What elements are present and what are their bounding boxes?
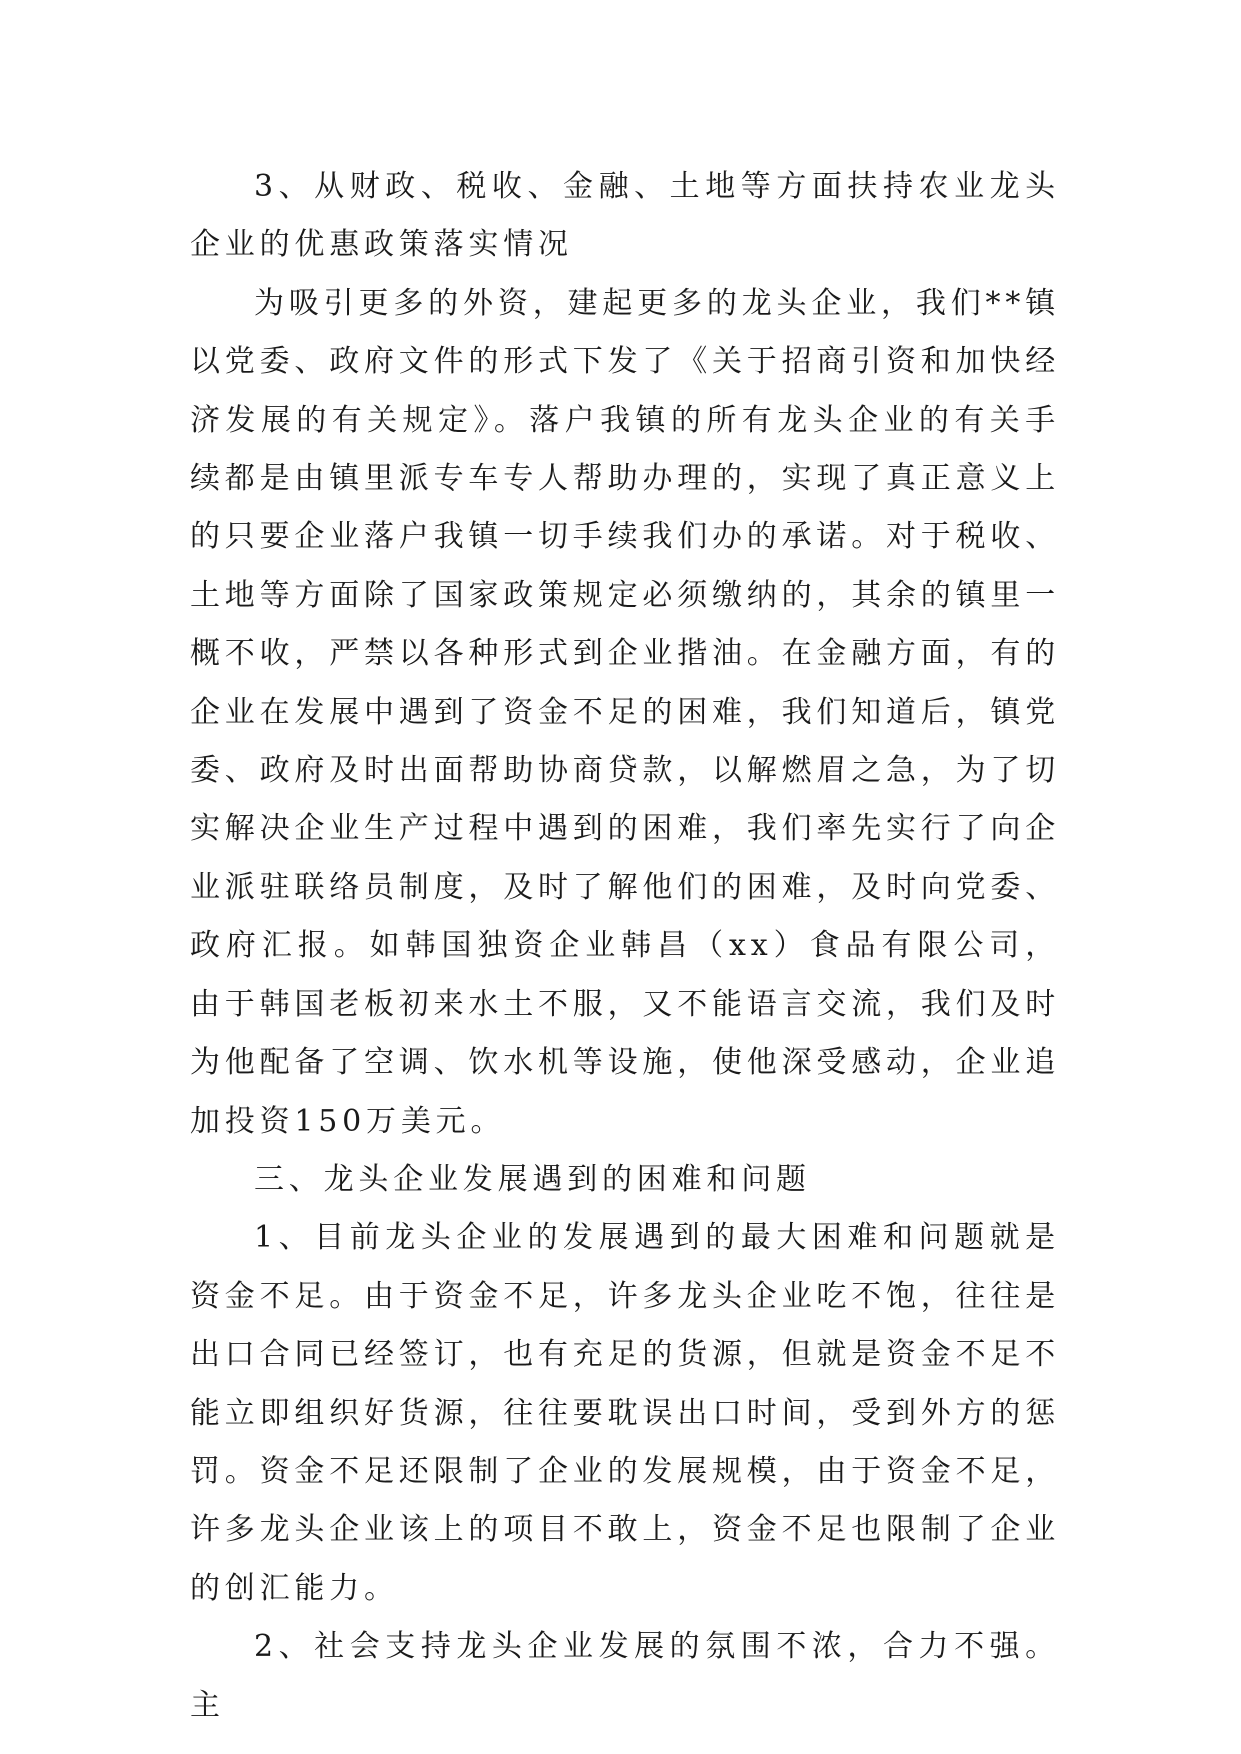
body-paragraph-funding: 1、目前龙头企业的发展遇到的最大困难和问题就是资金不足。由于资金不足，许多龙头企业吃不饱，往往是出口合同已经签订，也有充足的货源，但就是资金不足不能立即组织好货源，往往要耽误出口时间，受到外方的惩罚。资金不足还限制了企业的发展规模，由于资金不足，许多龙头企业该上的项目不敢上，资金不足也限制了企业的创汇能力。 <box>190 1220 1060 1606</box>
subsection-heading-3: 3、从财政、税收、金融、土地等方面扶持农业龙头企业的优惠政策落实情况 <box>190 169 1060 263</box>
body-paragraph-support: 2、社会支持龙头企业发展的氛围不浓，合力不强。主 <box>190 1629 1060 1723</box>
document-body <box>190 158 1060 1735</box>
section-heading-3: 三、龙头企业发展遇到的困难和问题 <box>254 1161 811 1197</box>
body-paragraph-policy: 为吸引更多的外资，建起更多的龙头企业，我们**镇以党委、政府文件的形式下发了《关于招商引资和加快经济发展的有关规定》。落户我镇的所有龙头企业的有关手续都是由镇里派专车专人帮助办理的，实现了真正意义上的只要企业落户我镇一切手续我们办的承诺。对于税收、土地等方面除了国家政策规定必须缴纳的，其余的镇里一概不收，严禁以各种形式到企业揩油。在金融方面，有的企业在发展中遇到了资金不足的困难，我们知道后，镇党委、政府及时出面帮助协商贷款，以解燃眉之急，为了切实解决企业生产过程中遇到的困难，我们率先实行了向企业派驻联络员制度，及时了解他们的困难，及时向党委、政府汇报。如韩国独资企业韩昌（xx）食品有限公司，由于韩国老板初来水土不服，又不能语言交流，我们及时为他配备了空调、饮水机等设施，使他深受感动，企业追加投资150万美元。 <box>190 285 1060 1139</box>
